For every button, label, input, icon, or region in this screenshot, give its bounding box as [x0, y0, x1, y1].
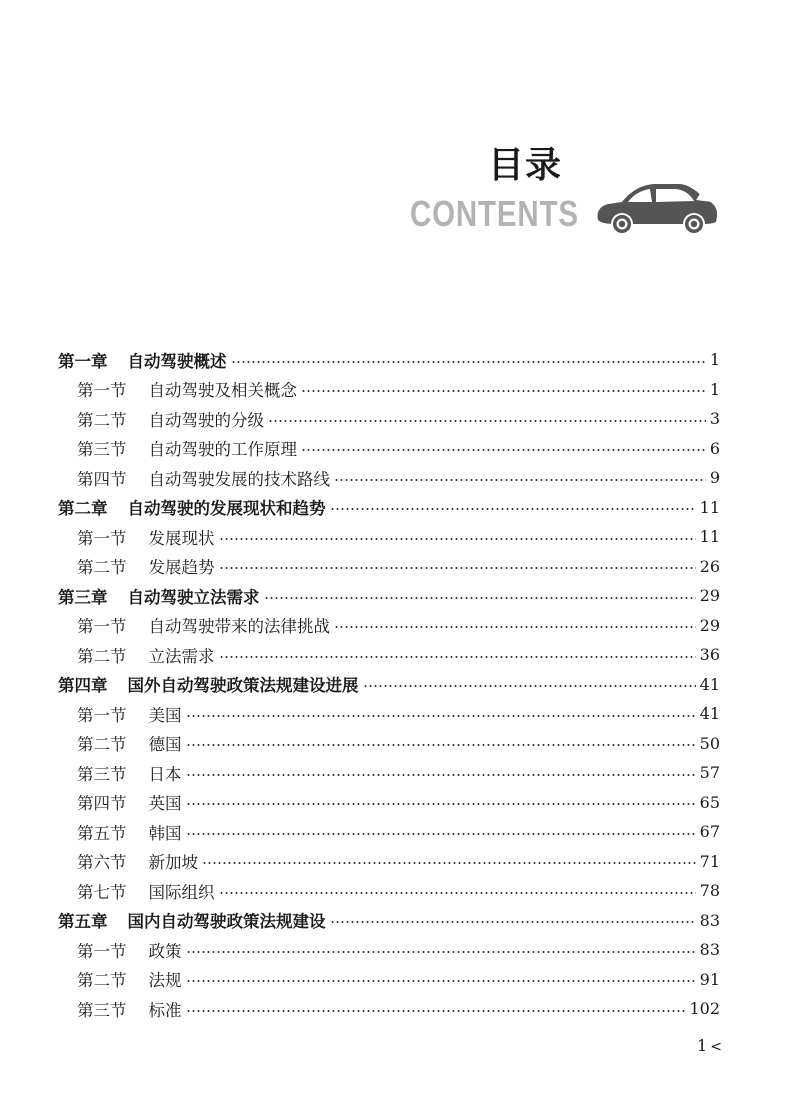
toc-entry-title: 韩国: [148, 823, 182, 843]
toc-entry-title: 发展趋势: [148, 558, 215, 578]
toc-entry-title: 自动驾驶的分级: [148, 410, 264, 430]
dot-leader: [186, 744, 696, 746]
toc-chapter-entry[interactable]: [58, 581, 720, 611]
toc-entry-page: 102: [689, 999, 720, 1019]
toc-entry-page: 71: [699, 851, 720, 871]
toc-entry-page: 50: [699, 733, 720, 753]
toc-entry-page: 83: [699, 940, 720, 960]
toc-entry-number: 第二章: [58, 499, 108, 519]
toc-entry-title: 自动驾驶的工作原理: [148, 440, 297, 460]
toc-section-entry[interactable]: [58, 375, 720, 405]
toc-entry-title: 日本: [148, 764, 182, 784]
toc-section-entry[interactable]: [58, 788, 720, 818]
toc-section-entry[interactable]: [58, 552, 720, 582]
toc-section-entry[interactable]: [58, 522, 720, 552]
toc-section-entry[interactable]: [58, 847, 720, 877]
toc-entry-number: 第一节: [77, 528, 127, 548]
toc-entry-page: 6: [709, 438, 720, 458]
dot-leader: [219, 538, 696, 540]
toc-entry-number: 第一节: [77, 617, 127, 637]
dot-leader: [330, 508, 696, 510]
toc-entry-page: 41: [699, 674, 720, 694]
toc-entry-title: 美国: [148, 705, 182, 725]
toc-entry-title: 标准: [148, 1000, 182, 1020]
toc-chapter-entry[interactable]: [58, 906, 720, 936]
toc-entry-number: 第五章: [58, 912, 108, 932]
toc-section-entry[interactable]: [58, 699, 720, 729]
toc-entry-title: 英国: [148, 794, 182, 814]
toc-section-entry[interactable]: [58, 817, 720, 847]
toc-entry-page: 29: [699, 586, 720, 606]
toc-entry-title: 国外自动驾驶政策法规建设进展: [127, 676, 359, 696]
toc-entry-page: 11: [699, 497, 720, 517]
toc-entry-title: 自动驾驶发展的技术路线: [148, 469, 330, 489]
toc-entry-title: 自动驾驶的发展现状和趋势: [127, 499, 326, 519]
toc-entry-number: 第四节: [77, 469, 127, 489]
toc-entry-number: 第三节: [77, 1000, 127, 1020]
dot-leader: [186, 715, 696, 717]
toc-entry-title: 国内自动驾驶政策法规建设: [127, 912, 326, 932]
toc-entry-page: 3: [709, 409, 720, 429]
toc-section-entry[interactable]: [58, 935, 720, 965]
toc-entry-page: 1: [709, 379, 720, 399]
toc-entry-number: 第三节: [77, 764, 127, 784]
toc-entry-page: 91: [699, 969, 720, 989]
toc-section-entry[interactable]: [58, 434, 720, 464]
toc-entry-page: 1: [709, 350, 720, 370]
toc-entry-page: 78: [699, 881, 720, 901]
dot-leader: [186, 803, 696, 805]
toc-section-entry[interactable]: [58, 994, 720, 1024]
toc-entry-title: 自动驾驶概述: [127, 351, 227, 371]
toc-chapter-entry[interactable]: [58, 670, 720, 700]
toc-section-entry[interactable]: [58, 876, 720, 906]
dot-leader: [219, 567, 696, 569]
table-of-contents: [58, 345, 720, 1024]
toc-entry-number: 第一节: [77, 705, 127, 725]
toc-entry-number: 第二节: [77, 971, 127, 991]
toc-entry-page: 83: [699, 910, 720, 930]
toc-chapter-entry[interactable]: [58, 493, 720, 523]
toc-entry-page: 9: [709, 468, 720, 488]
toc-entry-title: 自动驾驶带来的法律挑战: [148, 617, 330, 637]
toc-section-entry[interactable]: [58, 640, 720, 670]
toc-entry-page: 41: [699, 704, 720, 724]
toc-entry-number: 第一节: [77, 941, 127, 961]
dot-leader: [268, 420, 706, 422]
page-title: 目录: [488, 145, 563, 186]
toc-entry-title: 发展现状: [148, 528, 215, 548]
toc-entry-number: 第六节: [77, 853, 127, 873]
toc-entry-page: 11: [699, 527, 720, 547]
toc-section-entry[interactable]: [58, 404, 720, 434]
toc-entry-number: 第四章: [58, 676, 108, 696]
dot-leader: [334, 626, 696, 628]
toc-chapter-entry[interactable]: [58, 345, 720, 375]
page-arrow-icon: <: [710, 1039, 722, 1055]
toc-entry-number: 第二节: [77, 735, 127, 755]
dot-leader: [330, 921, 696, 923]
dot-leader: [186, 951, 696, 953]
dot-leader: [186, 774, 696, 776]
dot-leader: [219, 656, 696, 658]
dot-leader: [219, 892, 696, 894]
toc-entry-number: 第一节: [77, 381, 127, 401]
dot-leader: [186, 980, 696, 982]
dot-leader: [334, 479, 706, 481]
toc-entry-page: 26: [699, 556, 720, 576]
toc-entry-number: 第一章: [58, 351, 108, 371]
toc-entry-title: 德国: [148, 735, 182, 755]
toc-entry-number: 第二节: [77, 558, 127, 578]
toc-section-entry[interactable]: [58, 965, 720, 995]
toc-section-entry[interactable]: [58, 758, 720, 788]
page-header: [0, 0, 790, 260]
toc-entry-number: 第七节: [77, 882, 127, 902]
page-number: [697, 1036, 722, 1055]
dot-leader: [186, 833, 696, 835]
toc-entry-page: 67: [699, 822, 720, 842]
toc-entry-number: 第五节: [77, 823, 127, 843]
toc-entry-number: 第四节: [77, 794, 127, 814]
toc-entry-page: 36: [699, 645, 720, 665]
toc-section-entry[interactable]: [58, 463, 720, 493]
toc-entry-title: 法规: [148, 971, 182, 991]
toc-entry-title: 新加坡: [148, 853, 198, 873]
toc-entry-number: 第三章: [58, 587, 108, 607]
toc-entry-number: 第三节: [77, 440, 127, 460]
toc-section-entry[interactable]: [58, 611, 720, 641]
page-subtitle-en: CONTENTS: [410, 193, 579, 234]
dot-leader: [202, 862, 696, 864]
toc-entry-page: 29: [699, 615, 720, 635]
toc-entry-page: 57: [699, 763, 720, 783]
dot-leader: [264, 597, 696, 599]
toc-entry-title: 国际组织: [148, 882, 215, 902]
dot-leader: [186, 1010, 686, 1012]
dot-leader: [363, 685, 696, 687]
toc-entry-number: 第二节: [77, 646, 127, 666]
car-icon: [592, 178, 720, 238]
dot-leader: [301, 390, 706, 392]
page-number-value: 1: [697, 1036, 708, 1055]
toc-entry-title: 自动驾驶及相关概念: [148, 381, 297, 401]
toc-entry-title: 政策: [148, 941, 182, 961]
dot-leader: [231, 361, 706, 363]
toc-entry-page: 65: [699, 792, 720, 812]
toc-entry-title: 自动驾驶立法需求: [127, 587, 260, 607]
toc-entry-number: 第二节: [77, 410, 127, 430]
toc-entry-title: 立法需求: [148, 646, 215, 666]
dot-leader: [301, 449, 706, 451]
toc-section-entry[interactable]: [58, 729, 720, 759]
